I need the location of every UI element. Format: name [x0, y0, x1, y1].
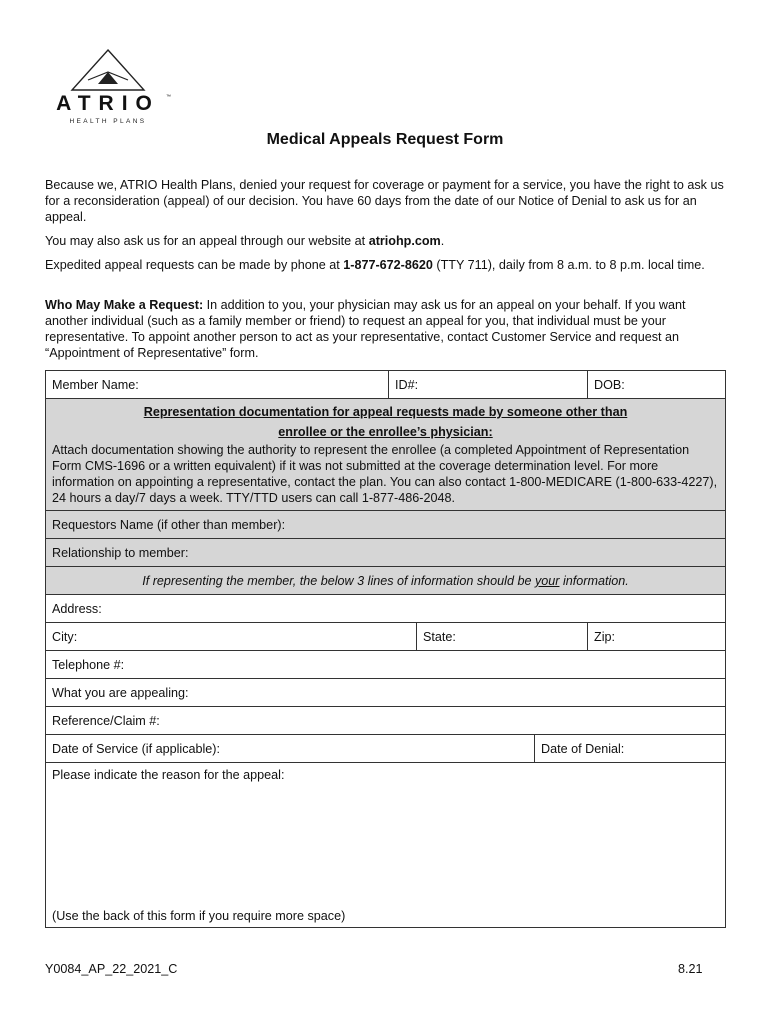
website-paragraph: [45, 233, 730, 249]
date-of-denial-field[interactable]: Date of Denial:: [535, 735, 726, 763]
website-text: You may also ask us for an appeal through our website at: [45, 234, 369, 248]
expedited-text: Expedited appeal requests can be made by phone at: [45, 258, 344, 272]
reference-claim-field[interactable]: Reference/Claim #:: [46, 707, 726, 735]
representing-note-text: If representing the member, the below 3 lines of information should be: [142, 573, 535, 588]
form-version: 8.21: [678, 962, 703, 976]
reason-label: Please indicate the reason for the appeal:: [52, 768, 285, 782]
state-field[interactable]: State:: [417, 623, 588, 651]
logo-trademark: ™: [166, 94, 171, 100]
dob-field[interactable]: DOB:: [588, 371, 726, 399]
website-suffix: .: [440, 234, 445, 248]
who-may-request-paragraph: [45, 297, 730, 361]
logo-brand: ATRIO: [56, 92, 160, 115]
appeal-form-table: [45, 370, 726, 928]
reason-field[interactable]: [46, 763, 726, 928]
city-field[interactable]: City:: [46, 623, 417, 651]
appealing-field[interactable]: What you are appealing:: [46, 679, 726, 707]
intro-paragraph: Because we, ATRIO Health Plans, denied your request for coverage or payment for a service, you have the right to ask us for a reconsideration (appeal) of our decision. You have 60 days from the date of our Notice of Denial to ask us for an appeal.: [45, 178, 724, 224]
who-may-request-lead: Who May Make a Request:: [45, 298, 204, 312]
representing-note: [46, 567, 726, 595]
telephone-field[interactable]: Telephone #:: [46, 651, 726, 679]
who-may-request-body: In addition to you, your physician may ask us for an appeal on your behalf. If you want another individual (such as a family member or friend) to request an appeal for you, that individual must be your representative. To appoint another person to act as your representative, contact Customer Service and request an “Appointment of Representative” form.: [45, 298, 686, 360]
representation-body: Attach documentation showing the authority to represent the enrollee (a completed Appointment of Representation Form CMS-1696 or a written equivalent) if it was not submitted at the coverage determination level. For more information on appointing a representative, contact the plan. You can also contact 1-800-MEDICARE (1-800-633-4227), 24 hours a day/7 days a week. TTY/TTD users can call 1-877-486-2048.: [52, 443, 718, 505]
representation-heading: [52, 399, 719, 442]
representing-note-emphasis: your: [534, 573, 560, 588]
logo-subtitle: HEALTH PLANS: [69, 118, 147, 125]
relationship-field[interactable]: Relationship to member:: [46, 539, 726, 567]
representation-heading-line2: enrollee or the enrollee’s physician:: [278, 425, 493, 439]
form-code: Y0084_AP_22_2021_C: [45, 962, 178, 976]
page-title: Medical Appeals Request Form: [266, 131, 504, 148]
address-field[interactable]: Address:: [46, 595, 726, 623]
atrio-logo: [44, 48, 176, 130]
requestor-name-field[interactable]: Requestors Name (if other than member):: [46, 511, 726, 539]
phone-number: 1-877-672-8620: [343, 258, 433, 272]
representation-section: [46, 399, 726, 511]
reason-note: (Use the back of this form if you require more space): [52, 909, 346, 923]
expedited-suffix: (TTY 711), daily from 8 a.m. to 8 p.m. local time.: [432, 258, 705, 272]
representing-note-suffix: information.: [559, 573, 629, 588]
member-name-field[interactable]: Member Name:: [46, 371, 389, 399]
representation-heading-line1: Representation documentation for appeal requests made by someone other than: [143, 405, 628, 419]
website-link[interactable]: atriohp.com: [368, 234, 441, 248]
expedited-paragraph: [45, 257, 730, 273]
zip-field[interactable]: Zip:: [588, 623, 726, 651]
id-field[interactable]: ID#:: [389, 371, 588, 399]
mountain-logo-icon: [68, 48, 148, 92]
date-of-service-field[interactable]: Date of Service (if applicable):: [46, 735, 535, 763]
